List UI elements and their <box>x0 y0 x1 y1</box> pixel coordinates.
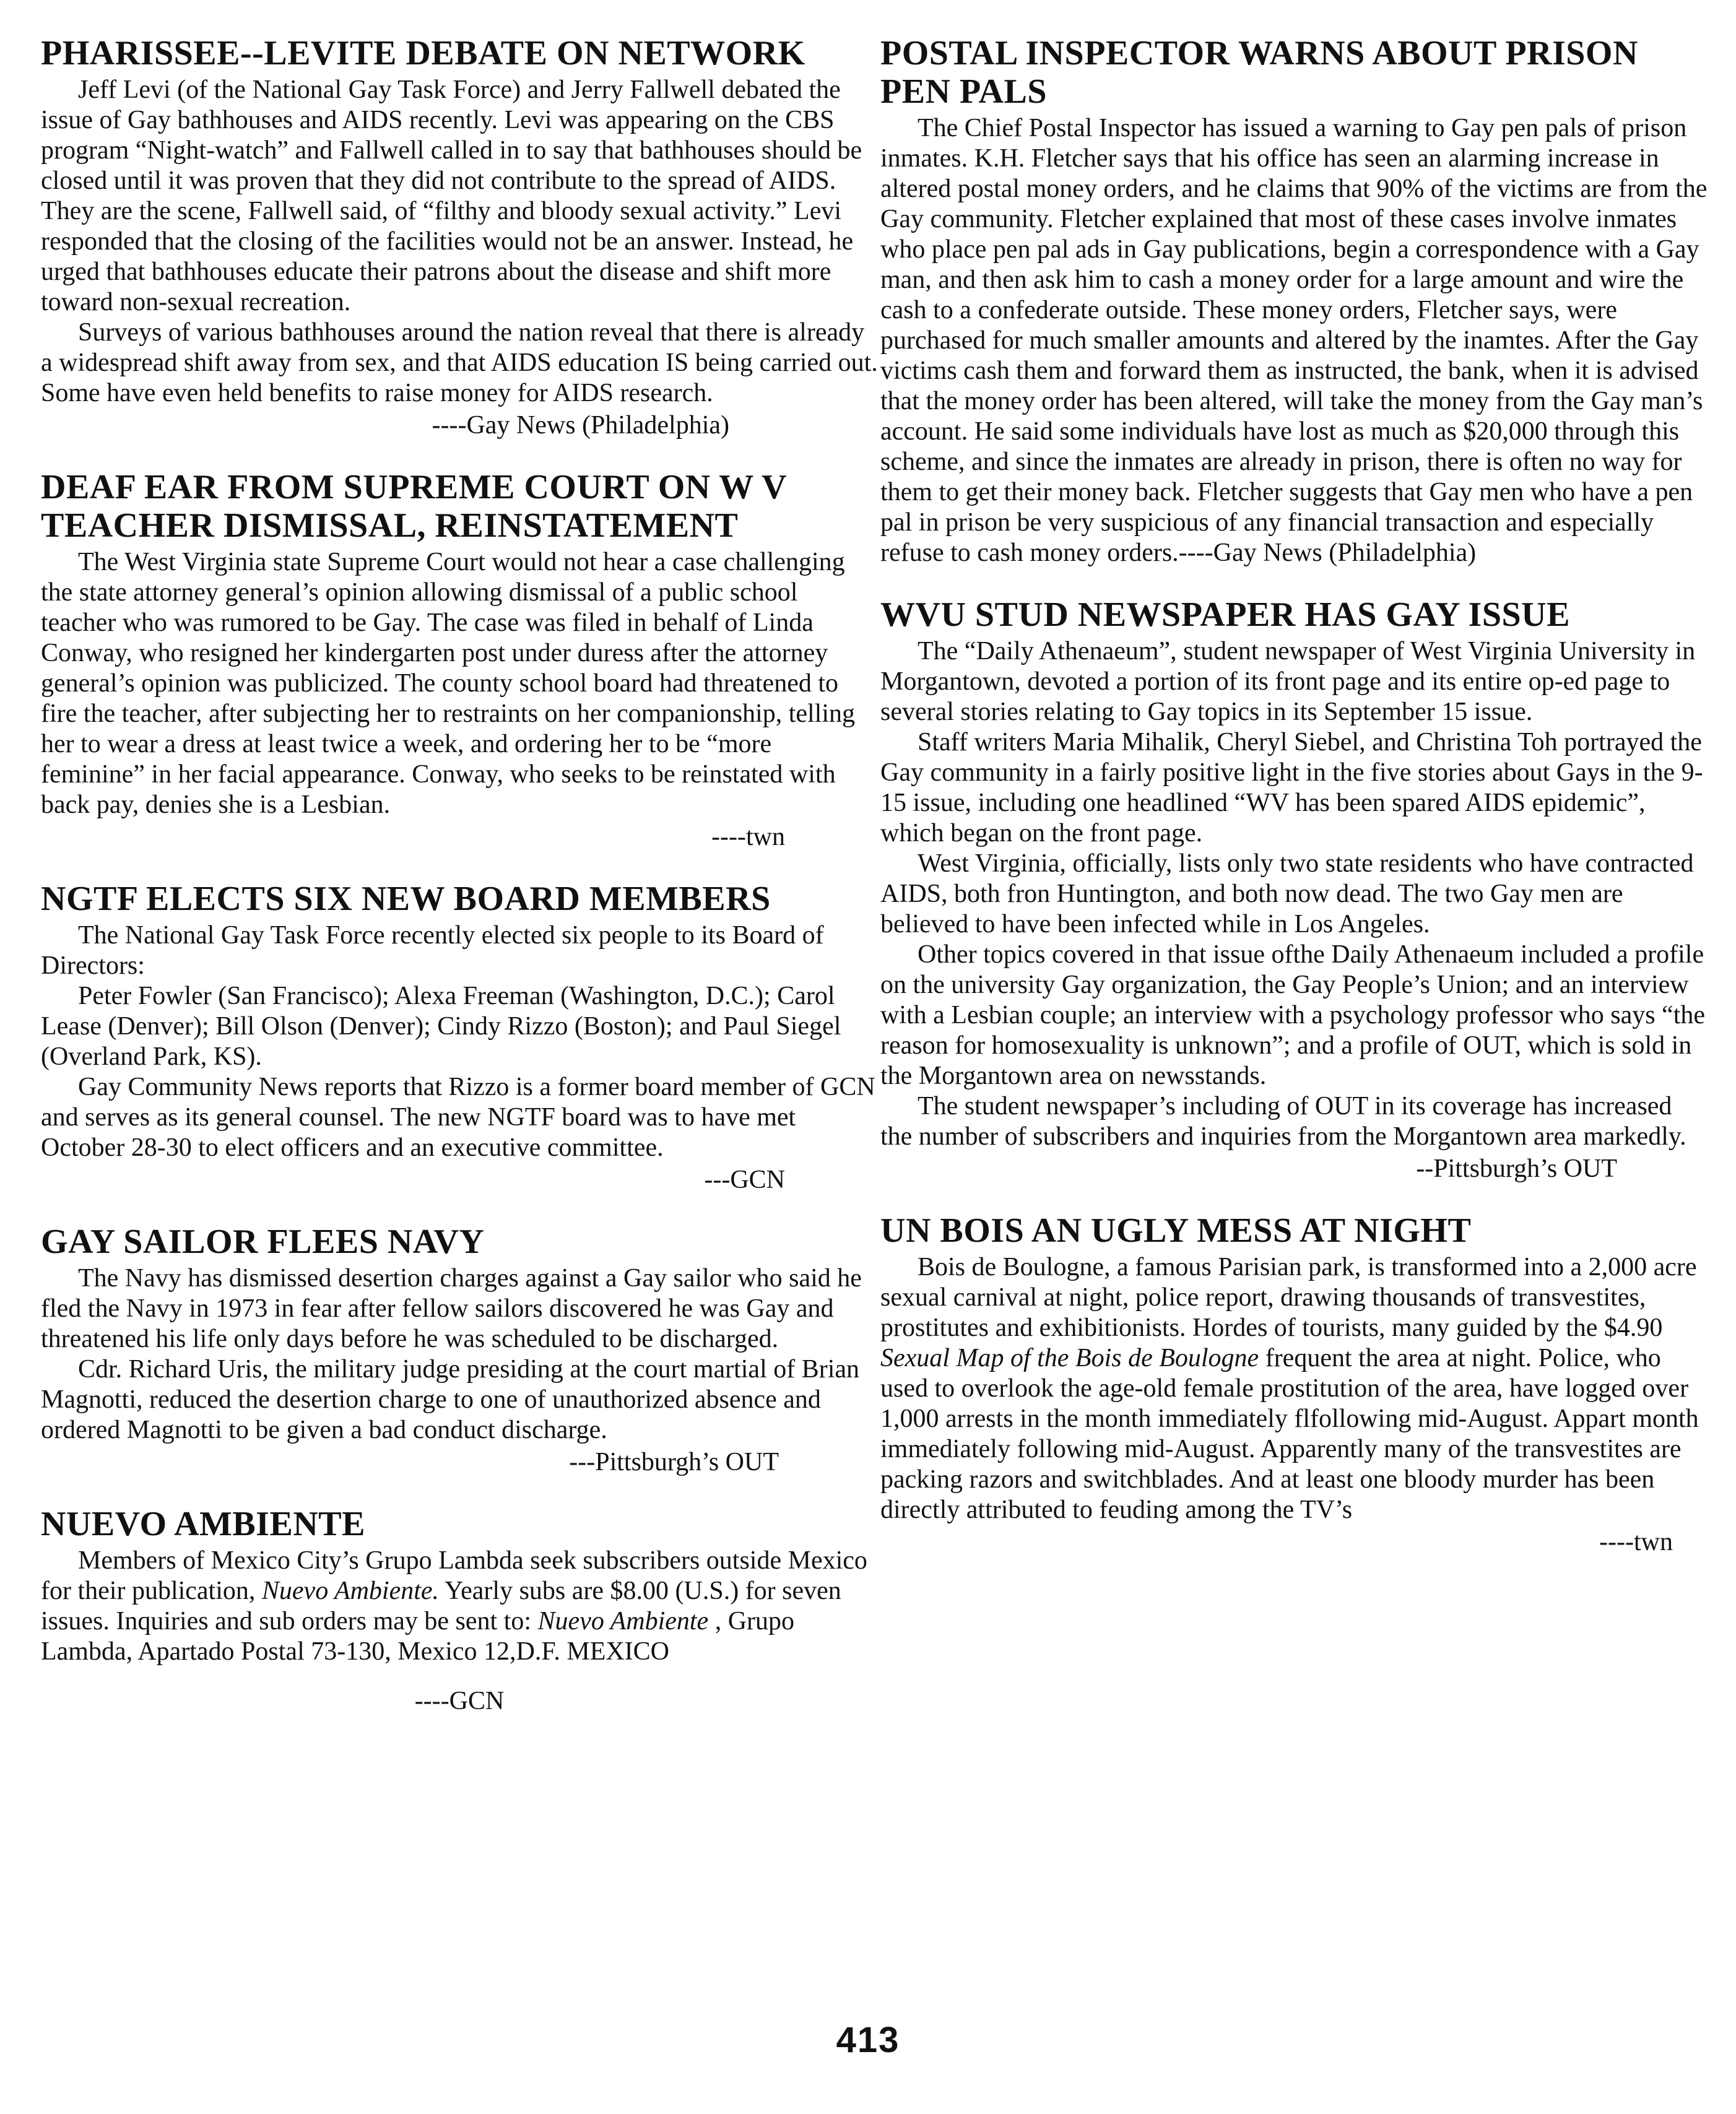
paragraph: The West Virginia state Supreme Court would not hear a case challenging the state attorney general’s opinion allowing dismissal of a public school teacher who was rumored to be Gay. The case was filed in behalf of Linda Conway, who resigned her kindergarten post under duress after the attorney general’s opinion was publicized. The county school board had threatened to fire the teacher, after subjecting her to restraints on her companionship, telling her to wear a dress at least twice a week, and ordering her to be “more feminine” in her facial appearance. Conway, who seeks to be reinstated with back pay, denies she is a Lesbian. <box>41 548 856 819</box>
right-column <box>880 34 1710 1585</box>
source-credit: ----GCN <box>414 1687 505 1715</box>
source-credit: ---Pittsburgh’s OUT <box>569 1448 779 1476</box>
article-pharissee-levite-debate <box>41 34 878 441</box>
article-nuevo-ambiente <box>41 1505 878 1717</box>
paragraph: Gay Community News reports that Rizzo is a former board member of GCN and serves as its general counsel. The new NGTF board was to have met October 28-30 to elect officers and an executive committee. <box>41 1073 875 1162</box>
headline: NUEVO AMBIENTE <box>41 1505 365 1543</box>
page-number: 413 <box>836 2020 900 2060</box>
text-run: frequent the area at night. Police, who used to overlook the age-old female prostitution of the area, have logged over 1,000 arrests in the month immediately flfollowing mid-August. Appart month immediately following mid-August. Apparently many of the transvestites are packing razors and switchblades. And at least one bloody murder has been directly attributed to feuding among the TV’s <box>880 1344 1699 1524</box>
paragraph: Jeff Levi (of the National Gay Task Force) and Jerry Fallwell debated the issue of Gay bathhouses and AIDS recently. Levi was appearing on the CBS program “Night-watch” and Fallwell called in to say that bathhouses should be closed until it was proven that they did not contribute to the spread of AIDS. They are the scene, Fallwell said, of “filthy and bloody sexual activity.” Levi responded that the closing of the facilities would not be an answer. Instead, he urged that bathhouses educate their patrons about the disease and shift more toward non-sexual recreation. <box>41 76 862 316</box>
source-credit: ----twn <box>711 823 785 851</box>
paragraph: Staff writers Maria Mihalik, Cheryl Siebel, and Christina Toh portrayed the Gay community in a fairly positive light in the five stories about Gays in the 9-15 issue, including one headlined “WV has been spared AIDS epidemic”, which began on the front page. <box>880 728 1703 847</box>
article-wvu-student-newspaper <box>880 596 1710 1184</box>
paragraph: The “Daily Athenaeum”, student newspaper of West Virginia University in Morgantown, devoted a portion of its front page and its entire op-ed page to several stories relating to Gay topics in its September 15 issue. <box>880 637 1696 726</box>
paragraph: Peter Fowler (San Francisco); Alexa Freeman (Washington, D.C.); Carol Lease (Denver); Bill Olson (Denver); Cindy Rizzo (Boston); and Paul Siegel (Overland Park, KS). <box>41 982 841 1071</box>
publication-title: Nuevo Ambiente <box>537 1607 709 1635</box>
paragraph: Surveys of various bathhouses around the nation reveal that there is already a widespread shift away from sex, and that AIDS education IS being carried out. Some have even held benefits to raise money for AIDS research. <box>41 318 878 407</box>
paragraph: The Navy has dismissed desertion charges against a Gay sailor who said he fled the Navy in 1973 in fear after fellow sailors discovered he was Gay and threatened his life only days before he was scheduled to be discharged. <box>41 1264 862 1353</box>
headline: UN BOIS AN UGLY MESS AT NIGHT <box>880 1211 1472 1250</box>
source-credit: ----Gay News (Philadelphia) <box>432 411 729 440</box>
headline: NGTF ELECTS SIX NEW BOARD MEMBERS <box>41 880 771 918</box>
paragraph: The Chief Postal Inspector has issued a warning to Gay pen pals of prison inmates. K.H. Fletcher says that his office has seen an alarming increase in altered postal money orders, and he claims that 90% of the victims are from the Gay community. Fletcher explained that most of these cases involve inmates who place pen pal ads in Gay publications, begin a correspondence with a Gay man, and then ask him to cash a money order for a large amount and wire the cash to a confederate outside. These money orders, Fletcher says, were purchased for much smaller amounts and altered by the inamtes. After the Gay victims cash them and forward them as instructed, the bank, when it is advised that the money order has been altered, will take the money from the Gay man’s account. He said some individuals have lost as much as $20,000 through this scheme, and since the inmates are already in prison, there is often no way for them to get their money back. Fletcher suggests that Gay men who have a pen pal in prison be very suspicious of any financial transaction and especially refuse to cash money orders.----Gay News (Philadelphia) <box>880 114 1708 567</box>
paragraph: West Virginia, officially, lists only two state residents who have contracted AIDS, both fron Huntington, and both now dead. The two Gay men are believed to have been infected while in Los Angeles. <box>880 849 1694 938</box>
source-credit: --Pittsburgh’s OUT <box>1416 1154 1617 1183</box>
article-deaf-ear-supreme-court <box>41 468 878 852</box>
publication-title: Nuevo Ambiente. <box>261 1577 440 1605</box>
headline: WVU STUD NEWSPAPER HAS GAY ISSUE <box>880 596 1570 634</box>
article-ngtf-elects-board <box>41 880 878 1195</box>
headline: GAY SAILOR FLEES NAVY <box>41 1223 485 1261</box>
text-run: Bois de Boulogne, a famous Parisian park, is transformed into a 2,000 acre sexual carnival at night, police report, drawing thousands of transvestites, prostitutes and exhibitionists. Hordes of tourists, many guided by the $4.90 <box>880 1253 1697 1342</box>
publication-title: Sexual Map of the Bois de Boulogne <box>880 1344 1259 1372</box>
article-gay-sailor-flees-navy <box>41 1223 878 1478</box>
source-credit: ----twn <box>1599 1528 1673 1556</box>
left-column <box>41 34 878 1744</box>
paragraph: The National Gay Task Force recently elected six people to its Board of Directors: <box>41 921 824 980</box>
text-run: Members of Mexico City’s Grupo Lambda seek subscribers outside Mexico for their publication, <box>41 1546 867 1605</box>
paragraph: The student newspaper’s including of OUT in its coverage has increased the number of subscribers and inquiries from the Morgantown area markedly. <box>880 1092 1686 1151</box>
paragraph: Other topics covered in that issue ofthe Daily Athenaeum included a profile on the university Gay organization, the Gay People’s Union; and an interview with a Lesbian couple; an interview with a psychology professor who says “the reason for homosexuality is unknown”; and a profile of OUT, which is sold in the Morgantown area on newsstands. <box>880 940 1706 1090</box>
text-run: Yearly subs are $8.00 (U.S.) for seven issues. Inquiries and sub orders may be sent to: <box>41 1577 841 1635</box>
source-credit: ---GCN <box>704 1166 785 1194</box>
article-postal-inspector-warns <box>880 34 1710 568</box>
paragraph <box>41 1546 878 1667</box>
headline: POSTAL INSPECTOR WARNS ABOUT PRISON PEN PALS <box>880 34 1638 111</box>
paragraph <box>880 1252 1710 1525</box>
headline: PHARISSEE--LEVITE DEBATE ON NETWORK <box>41 34 805 72</box>
paragraph: Cdr. Richard Uris, the military judge presiding at the court martial of Brian Magnotti, reduced the desertion charge to one of unauthorized absence and ordered Magnotti to be given a bad conduct discharge. <box>41 1355 860 1444</box>
headline: DEAF EAR FROM SUPREME COURT ON W V TEACHER DISMISSAL, REINSTATEMENT <box>41 468 787 545</box>
article-un-bois-ugly-mess <box>880 1211 1710 1557</box>
text-run: , Grupo Lambda, Apartado Postal 73-130, Mexico 12,D.F. MEXICO <box>41 1607 795 1666</box>
